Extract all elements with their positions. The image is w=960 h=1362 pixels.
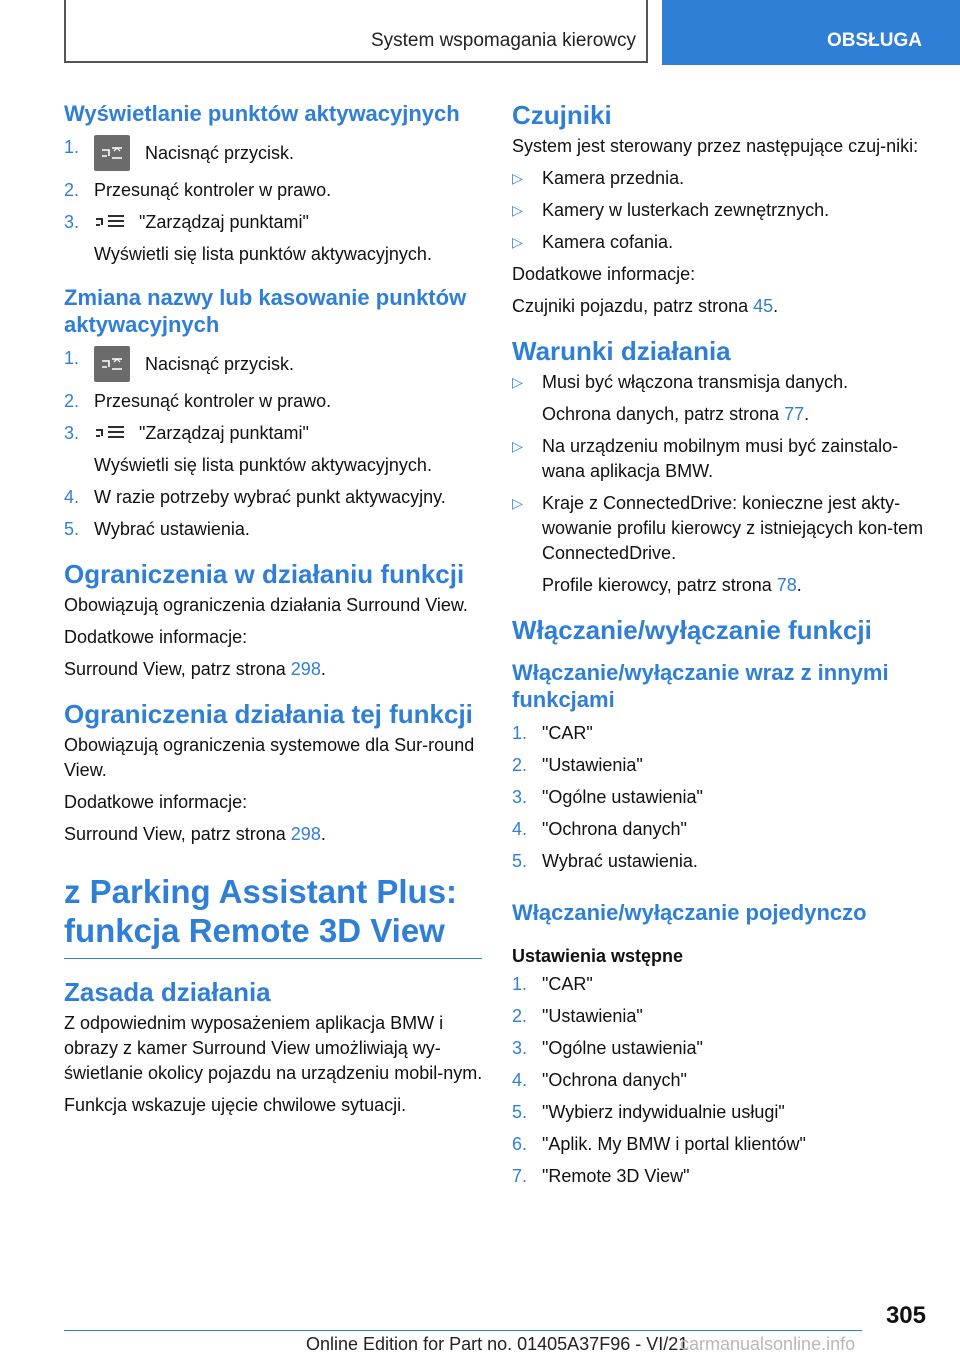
bullet-triangle-icon: ▷ <box>512 202 523 218</box>
parking-button-icon <box>94 135 130 171</box>
step-text: "Zarządzaj punktami" <box>139 212 309 232</box>
section-title: Zmiana nazwy lub kasowanie punktów aktywacyjnych <box>64 285 467 337</box>
section-title: Włączanie/wyłączanie wraz z innymi funkcjami <box>512 660 889 712</box>
list-item <box>64 421 484 478</box>
paragraph: Obowiązują ograniczenia działania Surround View. <box>64 595 468 615</box>
section-heading: Warunki działania <box>512 336 731 366</box>
cross-reference: Ochrona danych, patrz strona 77. <box>542 404 810 424</box>
list-item: 3. "Ogólne ustawienia" <box>512 1038 703 1058</box>
step-result: Wyświetli się lista punktów aktywacyjnych. <box>94 244 432 264</box>
section-heading: Ograniczenia w działaniu funkcji <box>64 559 465 589</box>
list-item: ▷ Kamera cofania. <box>512 230 927 255</box>
step-number: 2. <box>64 391 80 411</box>
list-item: 5. "Wybierz indywidualnie usługi" <box>512 1102 785 1122</box>
left-column <box>64 100 484 1125</box>
list-item: ▷ Musi być włączona transmisja danych. Ochrona danych, patrz strona 77. <box>512 370 927 427</box>
step-number: 3. <box>64 423 80 443</box>
right-column <box>512 100 927 1196</box>
cross-reference: Profile kierowcy, patrz strona 78. <box>542 575 802 595</box>
bullet-list <box>512 370 927 598</box>
section-heading: Zasada działania <box>64 977 271 1007</box>
paragraph: Dodatkowe informacje: <box>512 264 696 284</box>
step-number: 3. <box>64 212 80 232</box>
list-item: 1. "CAR" <box>512 723 593 743</box>
step-text: Przesunąć kontroler w prawo. <box>94 180 332 200</box>
cross-reference: Surround View, patrz strona 298. <box>64 659 326 679</box>
steps-list <box>64 346 484 542</box>
header-tab: OBSŁUGA <box>662 0 960 65</box>
list-item: 1. "CAR" <box>512 974 593 994</box>
steps-list <box>64 135 484 267</box>
list-item: ▷ Kamera przednia. <box>512 166 927 191</box>
step-number: 5. <box>64 519 80 539</box>
list-item <box>64 178 484 203</box>
step-number: 1. <box>64 137 80 157</box>
subsection-title: Ustawienia wstępne <box>512 946 684 966</box>
list-item: 7. "Remote 3D View" <box>512 1166 690 1186</box>
paragraph: Dodatkowe informacje: <box>64 792 248 812</box>
step-text: Nacisnąć przycisk. <box>145 143 295 163</box>
page-link[interactable]: 77 <box>784 404 805 424</box>
page-link[interactable]: 78 <box>776 575 797 595</box>
footer-edition: Online Edition for Part no. 01405A37F96 - VI/21 <box>306 1334 689 1354</box>
section-title: Włączanie/wyłączanie pojedynczo <box>512 900 867 925</box>
step-text: W razie potrzeby wybrać punkt aktywacyjny. <box>94 487 446 507</box>
header-section-title: System wspomagania kierowcy <box>370 30 636 51</box>
list-item: ▷ Kamery w lusterkach zewnętrznych. <box>512 198 927 223</box>
chapter-title: z Parking Assistant Plus: funkcja Remote 3D View <box>64 872 482 959</box>
paragraph: Z odpowiednim wyposażeniem aplikacja BMW i obrazy z kamer Surround View umożliwiają wy-świetlanie okolicy pojazdu na urządzeniu mobil-nym. <box>64 1013 483 1083</box>
list-item: 3. "Ogólne ustawienia" <box>512 787 703 807</box>
list-item: 4. "Ochrona danych" <box>512 819 687 839</box>
step-number: 1. <box>64 348 80 368</box>
bullet-triangle-icon: ▷ <box>512 495 523 511</box>
list-item: 4. "Ochrona danych" <box>512 1070 687 1090</box>
list-item <box>64 485 484 510</box>
list-item: 2. "Ustawienia" <box>512 1006 643 1026</box>
bullet-list <box>512 166 927 255</box>
list-item <box>64 135 484 171</box>
steps-list <box>512 972 927 1189</box>
bullet-triangle-icon: ▷ <box>512 374 523 390</box>
manage-points-icon <box>94 213 128 231</box>
list-item: 2. "Ustawienia" <box>512 755 643 775</box>
footer-divider <box>64 1330 862 1331</box>
manage-points-icon <box>94 424 128 442</box>
step-number: 2. <box>64 180 80 200</box>
watermark: carmanualsonline.info <box>680 1334 856 1354</box>
step-text: Nacisnąć przycisk. <box>145 354 295 374</box>
section-title: Wyświetlanie punktów aktywacyjnych <box>64 101 460 126</box>
parking-button-icon <box>94 346 130 382</box>
cross-reference: Czujniki pojazdu, patrz strona 45. <box>512 296 779 316</box>
list-item <box>64 210 484 267</box>
paragraph: Obowiązują ograniczenia systemowe dla Sur-round View. <box>64 735 475 780</box>
step-text: Wybrać ustawienia. <box>94 519 250 539</box>
paragraph: Dodatkowe informacje: <box>64 627 248 647</box>
section-heading: Ograniczenia działania tej funkcji <box>64 699 473 729</box>
list-item: 5. Wybrać ustawienia. <box>512 851 698 871</box>
list-item <box>64 389 484 414</box>
paragraph: System jest sterowany przez następujące czuj-niki: <box>512 136 919 156</box>
paragraph: Funkcja wskazuje ujęcie chwilowe sytuacji. <box>64 1095 407 1115</box>
cross-reference: Surround View, patrz strona 298. <box>64 824 326 844</box>
list-item <box>64 517 484 542</box>
steps-list <box>512 721 927 874</box>
list-item: ▷ Na urządzeniu mobilnym musi być zainstalo-wana aplikacja BMW. <box>512 436 899 481</box>
bullet-triangle-icon: ▷ <box>512 234 523 250</box>
list-item: ▷ Kraje z ConnectedDrive: konieczne jest akty-wowanie profilu kierowcy z istniejących kon-tem ConnectedDrive. Profile kierowcy, patrz strona 78. <box>512 491 927 598</box>
step-number: 4. <box>64 487 80 507</box>
step-result: Wyświetli się lista punktów aktywacyjnych. <box>94 455 432 475</box>
page-link[interactable]: 298 <box>290 824 321 844</box>
section-heading: Czujniki <box>512 100 612 130</box>
section-heading: Włączanie/wyłączanie funkcji <box>512 615 872 645</box>
list-item <box>64 346 484 382</box>
page-number: 305 <box>885 1302 926 1329</box>
list-item: 6. "Aplik. My BMW i portal klientów" <box>512 1134 806 1154</box>
page-link[interactable]: 298 <box>290 659 321 679</box>
step-text: Przesunąć kontroler w prawo. <box>94 391 332 411</box>
page-link[interactable]: 45 <box>753 296 774 316</box>
bullet-triangle-icon: ▷ <box>512 438 523 454</box>
step-text: "Zarządzaj punktami" <box>139 423 309 443</box>
bullet-triangle-icon: ▷ <box>512 170 523 186</box>
